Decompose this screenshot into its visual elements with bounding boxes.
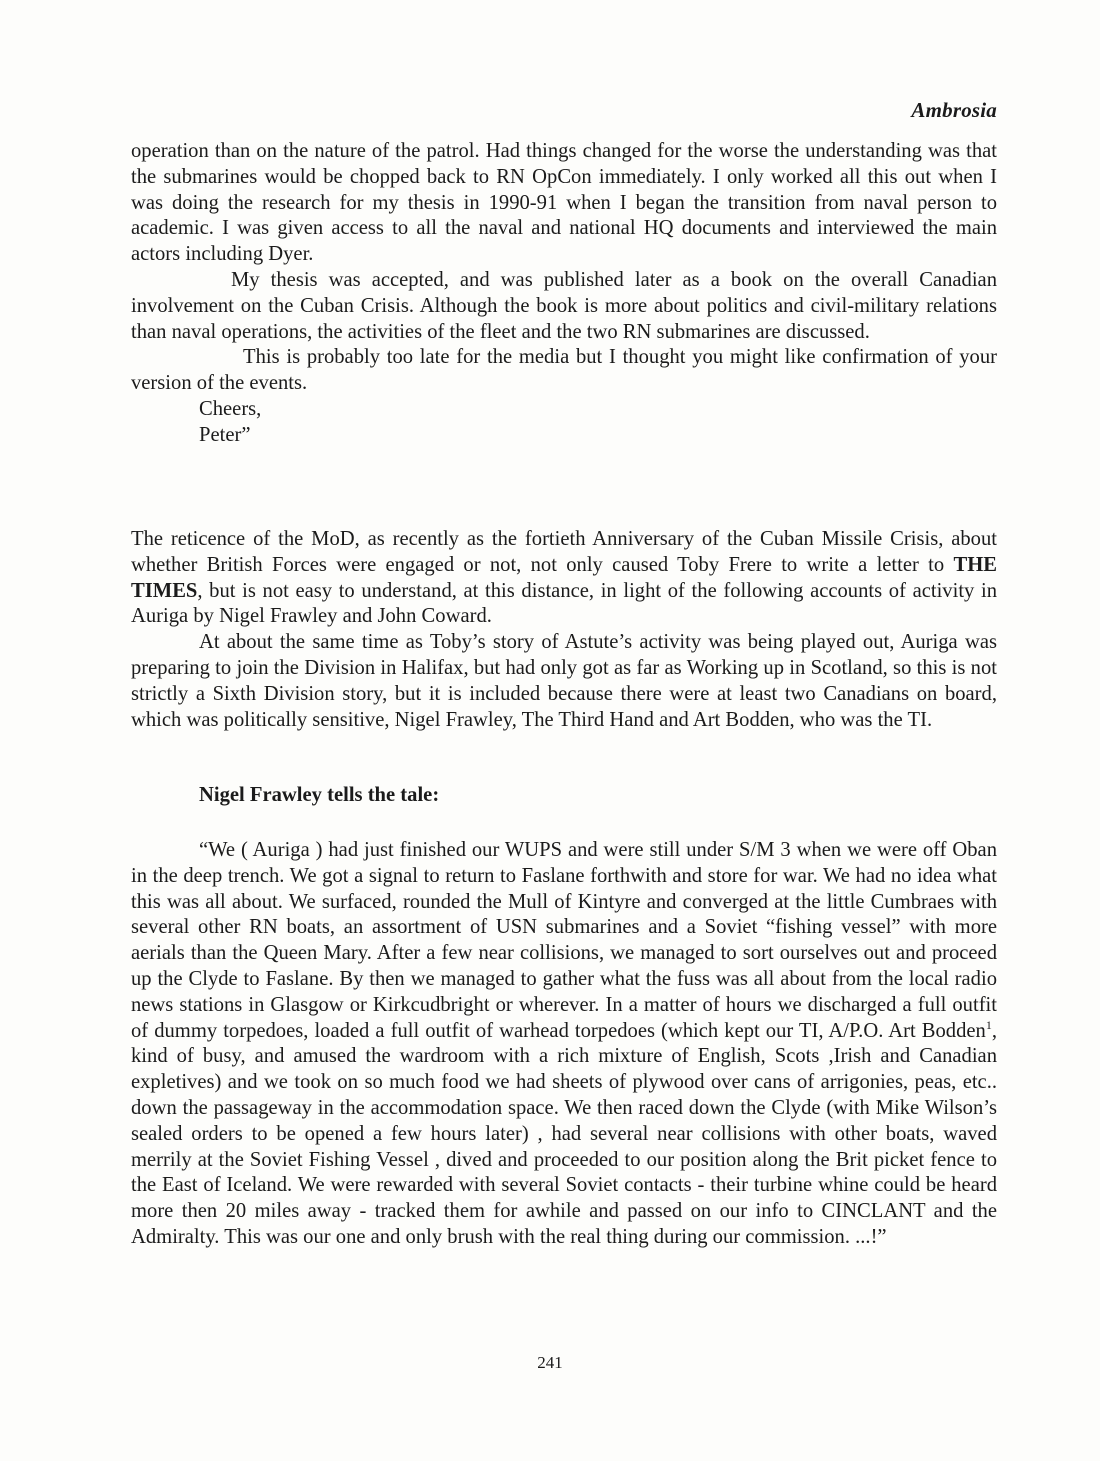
paragraph: This is probably too late for the media but I thought you might like confirmation of your version of the events. xyxy=(131,346,997,395)
section-heading: Nigel Frawley tells the tale: xyxy=(199,784,440,806)
paragraph: My thesis was accepted, and was published later as a book on the overall Canadian involvement on the Cuban Crisis. Although the book is more about politics and civil-military relations than naval operations, the activities of the fleet and the two RN submarines are discussed. xyxy=(131,268,997,343)
paragraph: operation than on the nature of the patrol. Had things changed for the worse the understanding was that the submarines would be chopped back to RN OpCon immediately. I only worked all this out when I was doing the research for my thesis in 1990-91 when I began the transition from naval person to academic. I was given access to all the naval and national HQ documents and interviewed the main actors including Dyer. xyxy=(131,140,997,266)
paragraph xyxy=(131,838,997,1251)
quoted-account xyxy=(131,838,997,1251)
paragraph: At about the same time as Toby’s story of Astute’s activity was being played out, Auriga was preparing to join the Division in Halifax, but had only got as far as Working up in Scotland, so this is not strictly a Sixth Division story, but it is included because there were at least two Canadians on board, which was politically sensitive, Nigel Frawley, The Third Hand and Art Bodden, who was the TI. xyxy=(131,631,997,731)
paragraph xyxy=(131,527,997,630)
page-number: 241 xyxy=(537,1353,563,1372)
letter-excerpt xyxy=(131,139,997,449)
paragraph-text: The reticence of the MoD, as recently as the fortieth Anniversary of the Cuban Missile Crisis, about whether British Forces were engaged or not, not only caused Toby Frere to write a letter to xyxy=(131,528,997,576)
paragraph-text: , kind of busy, and amused the wardroom with a rich mixture of English, Scots ,Irish and Canadian expletives) and we took on so much food we had sheets of plywood over cans of arrigonies, peas, etc.. down the passageway in the accommodation space. We then raced down the Clyde (with Mike Wilson’s sealed orders to be opened a few hours later) , had several near collisions with other boats, waved merrily at the Soviet Fishing Vessel , dived and proceeded to our position along the Brit picket fence to the East of Iceland. We were rewarded with several Soviet contacts - their turbine whine could be heard more then 20 miles away - tracked them for awhile and passed on our info to CINCLANT and the Admiralty. This was our one and only brush with the real thing during our commission. ...!” xyxy=(131,1019,997,1248)
letter-signature: Peter” xyxy=(199,423,251,446)
narrative-section xyxy=(131,527,997,733)
paragraph-text: “We ( Auriga ) had just finished our WUPS and were still under S/M 3 when we were off Oban in the deep trench. We got a signal to return to Faslane forthwith and store for war. We had no idea what this was all about. We surfaced, rounded the Mull of Kintyre and converged at the little Cumbraes with several other RN boats, an assortment of USN submarines and a Soviet “fishing vessel” with more aerials than the Queen Mary. After a few near collisions, we managed to sort ourselves out and proceed up the Clyde to Faslane. By then we managed to gather what the fuss was all about from the local radio news stations in Glasgow or Kirkcudbright or wherever. In a matter of hours we discharged a full outfit of dummy torpedoes, loaded a full outfit of warhead torpedoes (which kept our TI, A/P.O. Art Bodden xyxy=(131,839,997,1042)
running-head: Ambrosia xyxy=(911,98,997,122)
paragraph-text: , but is not easy to understand, at this distance, in light of the following accounts of activity in Auriga by Nigel Frawley and John Coward. xyxy=(131,579,997,628)
letter-closing: Cheers, xyxy=(199,397,262,420)
footnote-mark: 1 xyxy=(985,1017,992,1032)
newspaper-name: THE TIMES xyxy=(131,553,997,602)
